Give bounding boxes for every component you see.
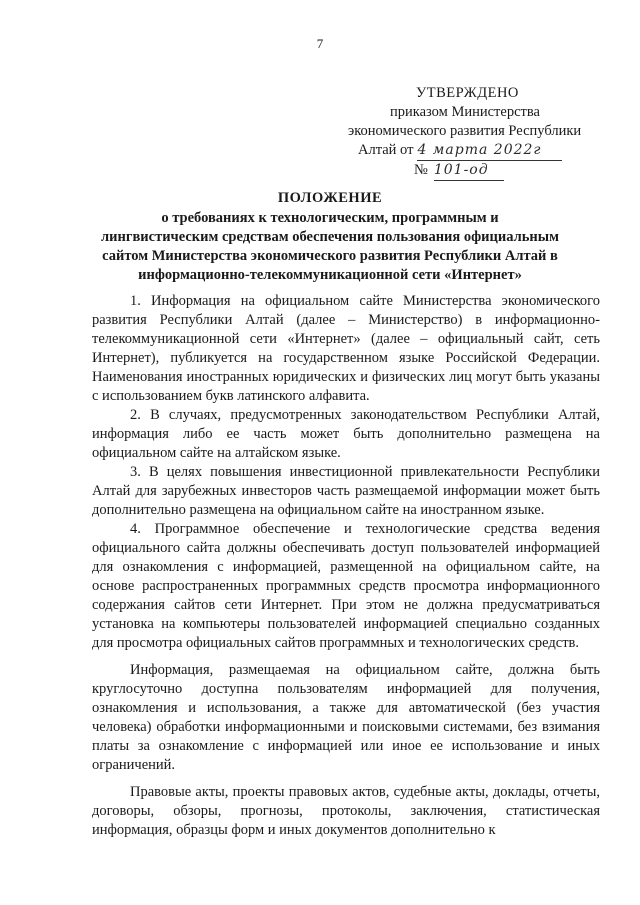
handwritten-number: 101-од (434, 161, 504, 181)
document-title (60, 189, 600, 285)
handwritten-date: 4 марта 2022г (417, 141, 562, 161)
approval-date-line (338, 141, 608, 161)
approval-date-prefix: Алтай от (358, 142, 414, 158)
paragraph: 2. В случаях, предусмотренных законодательством Республики Алтай, информация либо ее часть может быть дополнительно размещена на официальном сайте на алтайском языке. (92, 407, 600, 461)
approval-line: экономического развития Республики (348, 123, 582, 139)
paragraph: 4. Программное обеспечение и технологические средства ведения официального сайта должны обеспечивать доступ пользователей информацией для ознакомления с информацией, размещенной на официальном сайте, на основе распространенных программных средств просмотра информационного содержания сайтов сети Интернет. При этом не должна предусматриваться установка на компьютеры пользователей информацией специально созданных для просмотра официальных сайтов программных и технологических средств. (92, 521, 600, 651)
title-line: о требованиях к технологическим, программным и (161, 210, 499, 226)
approval-heading: УТВЕРЖДЕНО (416, 85, 519, 101)
paragraph: 3. В целях повышения инвестиционной привлекательности Республики Алтай для зарубежных инвесторов часть размещаемой информации может быть дополнительно размещена на официальном сайте на иностранном языке. (92, 464, 600, 518)
title-heading: ПОЛОЖЕНИЕ (277, 190, 383, 206)
approval-number-line (338, 161, 608, 181)
paragraph: Информация, размещаемая на официальном сайте, должна быть круглосуточно доступна пользователям информацией для получения, ознакомления и использования, а также для автоматической (без участия человека) обработки информационными и поисковыми системами, без взимания платы за ознакомление с информацией или иное ее использование и иных ограничений. (92, 662, 600, 773)
paragraph: 1. Информация на официальном сайте Министерства экономического развития Республики Алтай (далее – Министерство) в информационно-телекоммуникационной сети «Интернет» (далее – официальный сайт, сеть Интернет), публикуется на государственном языке Российской Федерации. Наименования иностранных юридических и физических лиц могут быть указаны с использованием букв латинского алфавита. (92, 293, 600, 404)
paragraph: Правовые акты, проекты правовых актов, судебные акты, доклады, отчеты, договоры, обзоры, прогнозы, протоколы, заключения, статистическая информация, образцы форм и иных документов дополнительно к (92, 784, 600, 838)
title-line: информационно-телекоммуникационной сети «Интернет» (138, 267, 522, 283)
document-body (92, 292, 600, 840)
approval-block (338, 84, 608, 181)
page-number: 7 (316, 36, 324, 51)
approval-number-prefix: № (414, 162, 428, 178)
title-line: сайтом Министерства экономического развития Республики Алтай в (102, 248, 558, 264)
title-line: лингвистическим средствам обеспечения пользования официальным (101, 229, 559, 245)
approval-line: приказом Министерства (390, 104, 540, 120)
